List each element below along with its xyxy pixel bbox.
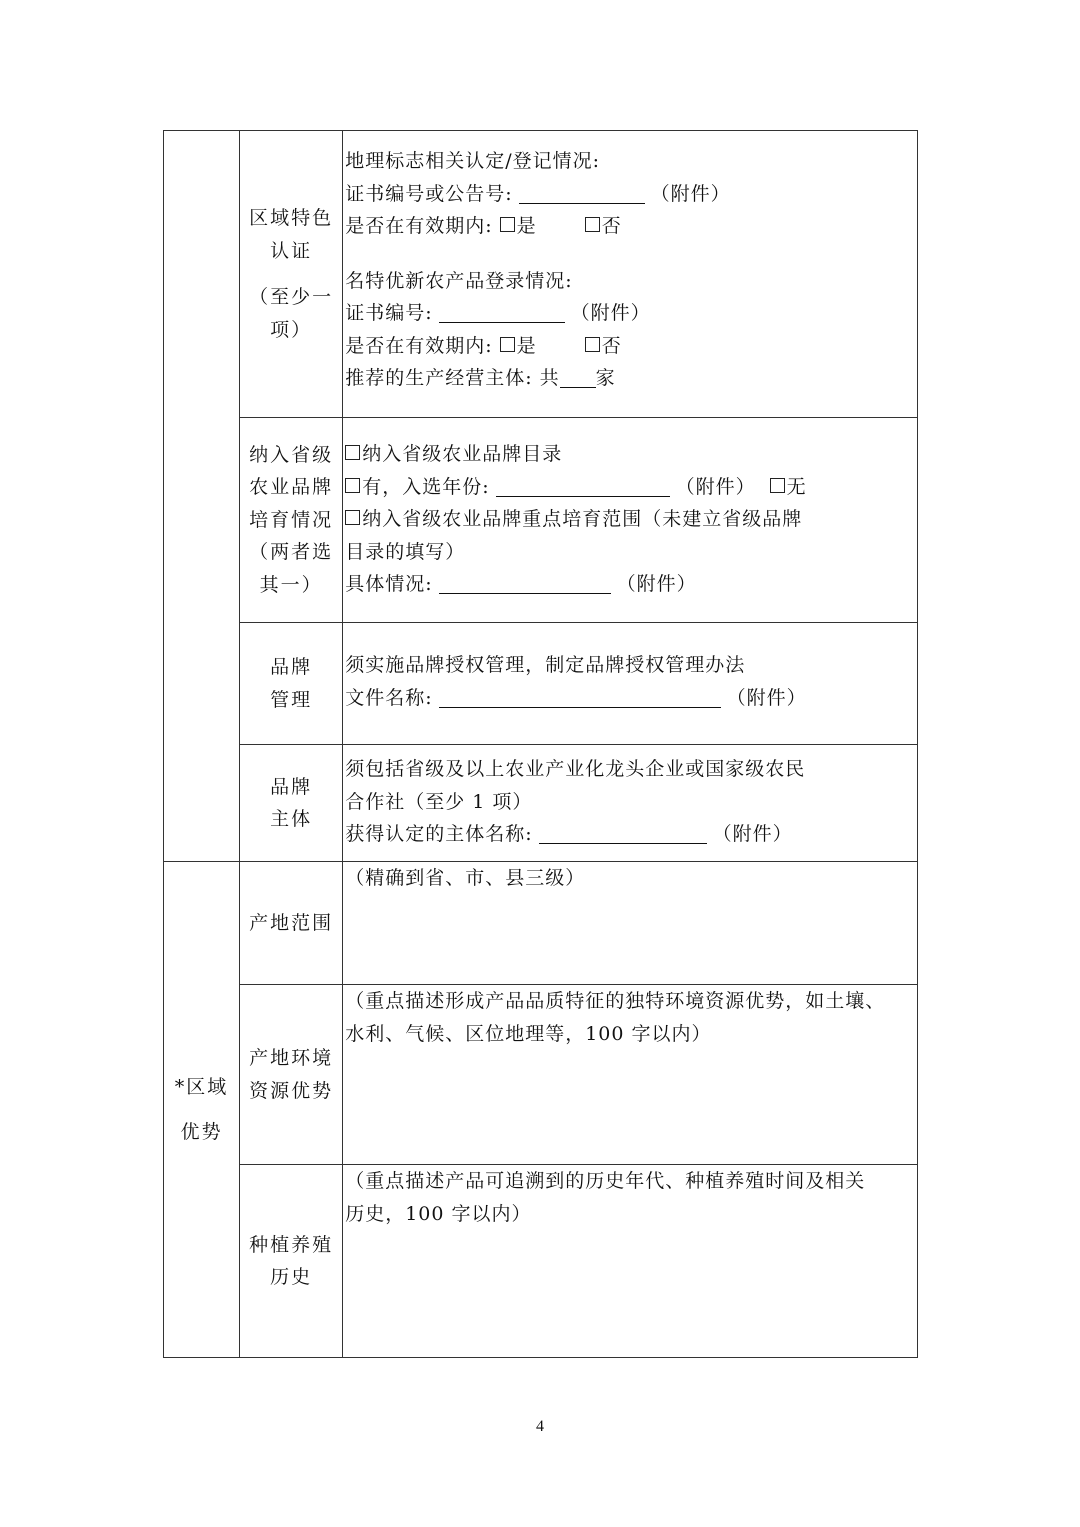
label-regional-cert: 区域特色 认证 （至少一 项） [240, 131, 343, 418]
content-origin-range[interactable]: （精确到省、市、县三级） [343, 862, 918, 985]
content-provincial-brand: 纳入省级农业品牌目录 有，入选年份: （附件） 无 纳入省级农业品牌重点培育范围（未建立省级品牌 目录的填写） 具体情况: （附件） [343, 418, 918, 623]
content-brand-subject: 须包括省级及以上农业产业化龙头企业或国家级农民 合作社（至少 1 项） 获得认定的主体名称: （附件） [343, 745, 918, 862]
page-number: 4 [536, 1418, 544, 1435]
row-brand-subject [164, 745, 918, 862]
row-regional-cert [164, 131, 918, 418]
group-label-regional-advantage: *区域 优势 [164, 862, 240, 1358]
mtx-valid-yes-checkbox[interactable] [500, 337, 515, 352]
recommend-count-field[interactable] [560, 365, 596, 388]
option-none-checkbox[interactable] [770, 478, 785, 493]
row-brand-mgmt [164, 623, 918, 745]
gi-cert-number-field[interactable] [519, 181, 645, 204]
detail-field[interactable] [439, 571, 611, 594]
content-env-advantage[interactable]: （重点描述形成产品品质特征的独特环境资源优势，如土壤、 水利、气候、区位地理等，100 字以内） [343, 985, 918, 1165]
gi-cert-line: 证书编号或公告号: （附件） [345, 182, 731, 205]
content-regional-cert [343, 131, 918, 418]
recommend-line: 推荐的生产经营主体: 共 家 [345, 367, 616, 389]
subject-name-field[interactable] [539, 821, 707, 844]
mtx-cert-number-field[interactable] [439, 300, 565, 323]
gi-valid-yes-checkbox[interactable] [500, 217, 515, 232]
option-has-checkbox[interactable] [345, 478, 360, 493]
label-origin-range: 产地范围 [240, 862, 343, 985]
label-brand-mgmt: 品牌 管理 [240, 623, 343, 745]
label-env-advantage: 产地环境 资源优势 [240, 985, 343, 1165]
row-history [164, 1165, 918, 1358]
file-name-field[interactable] [439, 685, 721, 708]
label-history: 种植养殖 历史 [240, 1165, 343, 1358]
row-env-advantage [164, 985, 918, 1165]
content-brand-mgmt: 须实施品牌授权管理，制定品牌授权管理办法 文件名称: （附件） [343, 623, 918, 745]
gi-valid-no-checkbox[interactable] [585, 217, 600, 232]
gi-valid-line: 是否在有效期内: 是 否 [345, 215, 622, 237]
option-brand-directory-checkbox[interactable] [345, 445, 360, 460]
content-history[interactable]: （重点描述产品可追溯到的历史年代、种植养殖时间及相关 历史，100 字以内） [343, 1165, 918, 1358]
row-origin-range [164, 862, 918, 985]
label-brand-subject: 品牌 主体 [240, 745, 343, 862]
mtx-valid-no-checkbox[interactable] [585, 337, 600, 352]
mtx-title: 名特优新农产品登录情况: [345, 269, 573, 292]
selection-year-field[interactable] [496, 474, 670, 497]
option-key-cultivation-checkbox[interactable] [345, 510, 360, 525]
row-provincial-brand [164, 418, 918, 623]
gi-title: 地理标志相关认定/登记情况: [345, 150, 601, 172]
mtx-valid-line: 是否在有效期内: 是 否 [345, 334, 622, 357]
mtx-cert-line: 证书编号: （附件） [345, 302, 651, 324]
label-provincial-brand: 纳入省级 农业品牌 培育情况 （两者选 其一） [240, 418, 343, 623]
application-form-table [163, 130, 918, 1358]
group-cell-brand [164, 131, 240, 862]
